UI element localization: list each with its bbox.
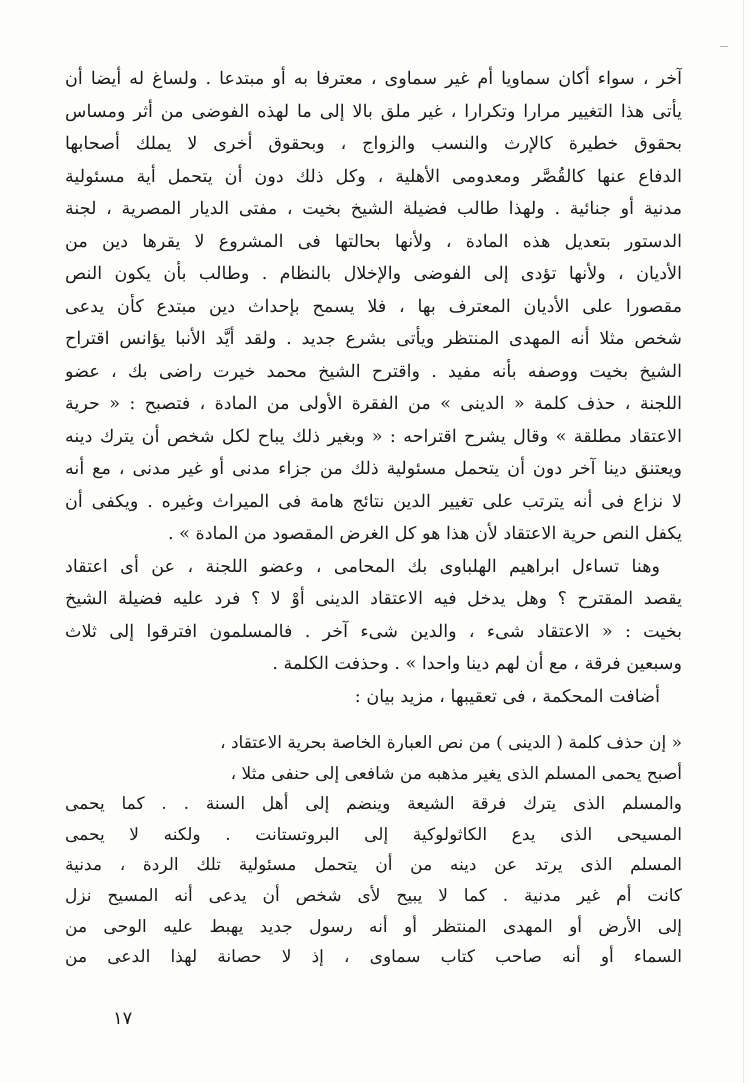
page-number: ١٧ [113,1008,133,1029]
text-line: آخر ، سواء أكان سماويا أم غير سماوى ، معترفا به أو مبتدعا . ولساغ له أيضا أن [65,69,682,89]
paragraph-end-line: يكفل النص حرية الاعتقاد لأن هذا هو كل الغرض المقصود من المادة » . [167,524,682,544]
text-line: الدفاع عنها كالقُصَّر ومعدومى الأهلية ، وكل ذلك دون أن يتحمل أية مسئولية [65,166,682,187]
text-line: الأديان ، ولأنها تؤدى إلى الفوضى والإخلال بالنظام . وطالب بأن يكون النص [65,264,682,284]
court-quote-block [65,728,682,973]
text-line: الاعتقاد مطلقة » وقال يشرح اقتراحه : « وبغير ذلك يباح لكل شخص أن يترك دينه [65,426,682,447]
quote-line: « إن حذف كلمة ( الدينى ) من نص العبارة الخاصة بحرية الاعتقاد ، [220,733,682,753]
text-line: شخص مثلا أنه المهدى المنتظر ويأتى بشرع جديد . ولقد أيَّد الأنبا يؤانس اقتراح [65,329,682,349]
main-text-body [65,63,682,713]
text-line: لا نزاع فى أنه يترتب على تغيير الدين نتائج هامة فى الميراث وغيره . ويكفى أن [65,491,682,512]
text-line: الدستور بتعديل هذه المادة ، ولأنها بحالتها فى المشروع لا يقرها دين من [65,231,682,252]
quote-line: كانت أم غير مدنية . كما لا يبيح لأى شخص أن يدعى أنه المسيح نزل [65,885,682,906]
quote-line: والمسلم الذى يترك فرقة الشيعة وينضم إلى أهل السنة . . كما يحمى [65,794,682,815]
quote-line: السماء أو أنه صاحب كتاب سماوى ، إذ لا حصانة لهذا الدعى من [65,947,682,968]
text-line: بحقوق خطيرة كالإرث والنسب والزواج ، وبحقوق أخرى لا يملك أصحابها [65,134,682,154]
quote-line: إلى الأرض أو المهدى المنتظر أو أنه رسول جديد يهبط عليه الوحى من [65,916,682,937]
text-line: يأتى هذا التغيير مرارا وتكرارا ، غير ملق بالا إلى ما لهذه الفوضى من أثر ومساس [65,101,682,122]
paragraph-start-line: وهنا تساءل ابراهيم الهلباوى بك المحامى ، وعضو اللجنة ، عن أى اعتقاد [65,556,660,577]
text-line: مدنية أو جنائية . ولهذا طالب فضيلة الشيخ بخيت ، مفتى الديار المصرية ، لجنة [65,199,682,219]
text-line: يقصد المقترح ؟ وهل يدخل فيه الاعتقاد الدينى أوْ لا ؟ فرد عليه فضيلة الشيخ [65,589,682,609]
text-line: ويعتنق دينا آخر دون أن يتحمل مسئولية ذلك من جزاء مدنى أو غير مدنى ، مع أنه [65,459,682,479]
text-line: بخيت : « الاعتقاد شىء ، والدين شىء آخر . فالمسلمون افترقوا إلى ثلاث [65,621,682,642]
scan-mark [720,46,728,47]
text-line: اللجنة ، حذف كلمة « الدينى » من الفقرة الأولى من المادة ، فتصبح : « حرية [65,394,682,414]
text-line: الشيخ بخيت ووصفه بأنه مفيد . واقترح الشيخ محمد خيرت راضى بك ، عضو [65,361,682,382]
text-line: مقصورا على الأديان المعترف بها ، فلا يسمح بإحداث دين مبتدع كأن يدعى [65,296,682,317]
quote-line: المسيحى الذى يدع الكاثولوكية إلى البروتستانت . ولكنه لا يحمى [65,824,682,845]
quote-line: أصبح يحمى المسلم الذى يغير مذهبه من شافعى إلى حنفى مثلا ، [230,763,682,784]
paragraph-end-line: وسبعين فرقة ، مع أن لهم دينا واحدا » . وحذفت الكلمة . [272,654,682,674]
page-edge-shadow [743,0,744,1083]
paragraph-start-line: أضافت المحكمة ، فى تعقيبها ، مزيد بيان : [354,686,660,707]
quote-line: المسلم الذى يرتد عن دينه من أن يتحمل مسئولية تلك الردة ، مدنية [65,855,682,876]
